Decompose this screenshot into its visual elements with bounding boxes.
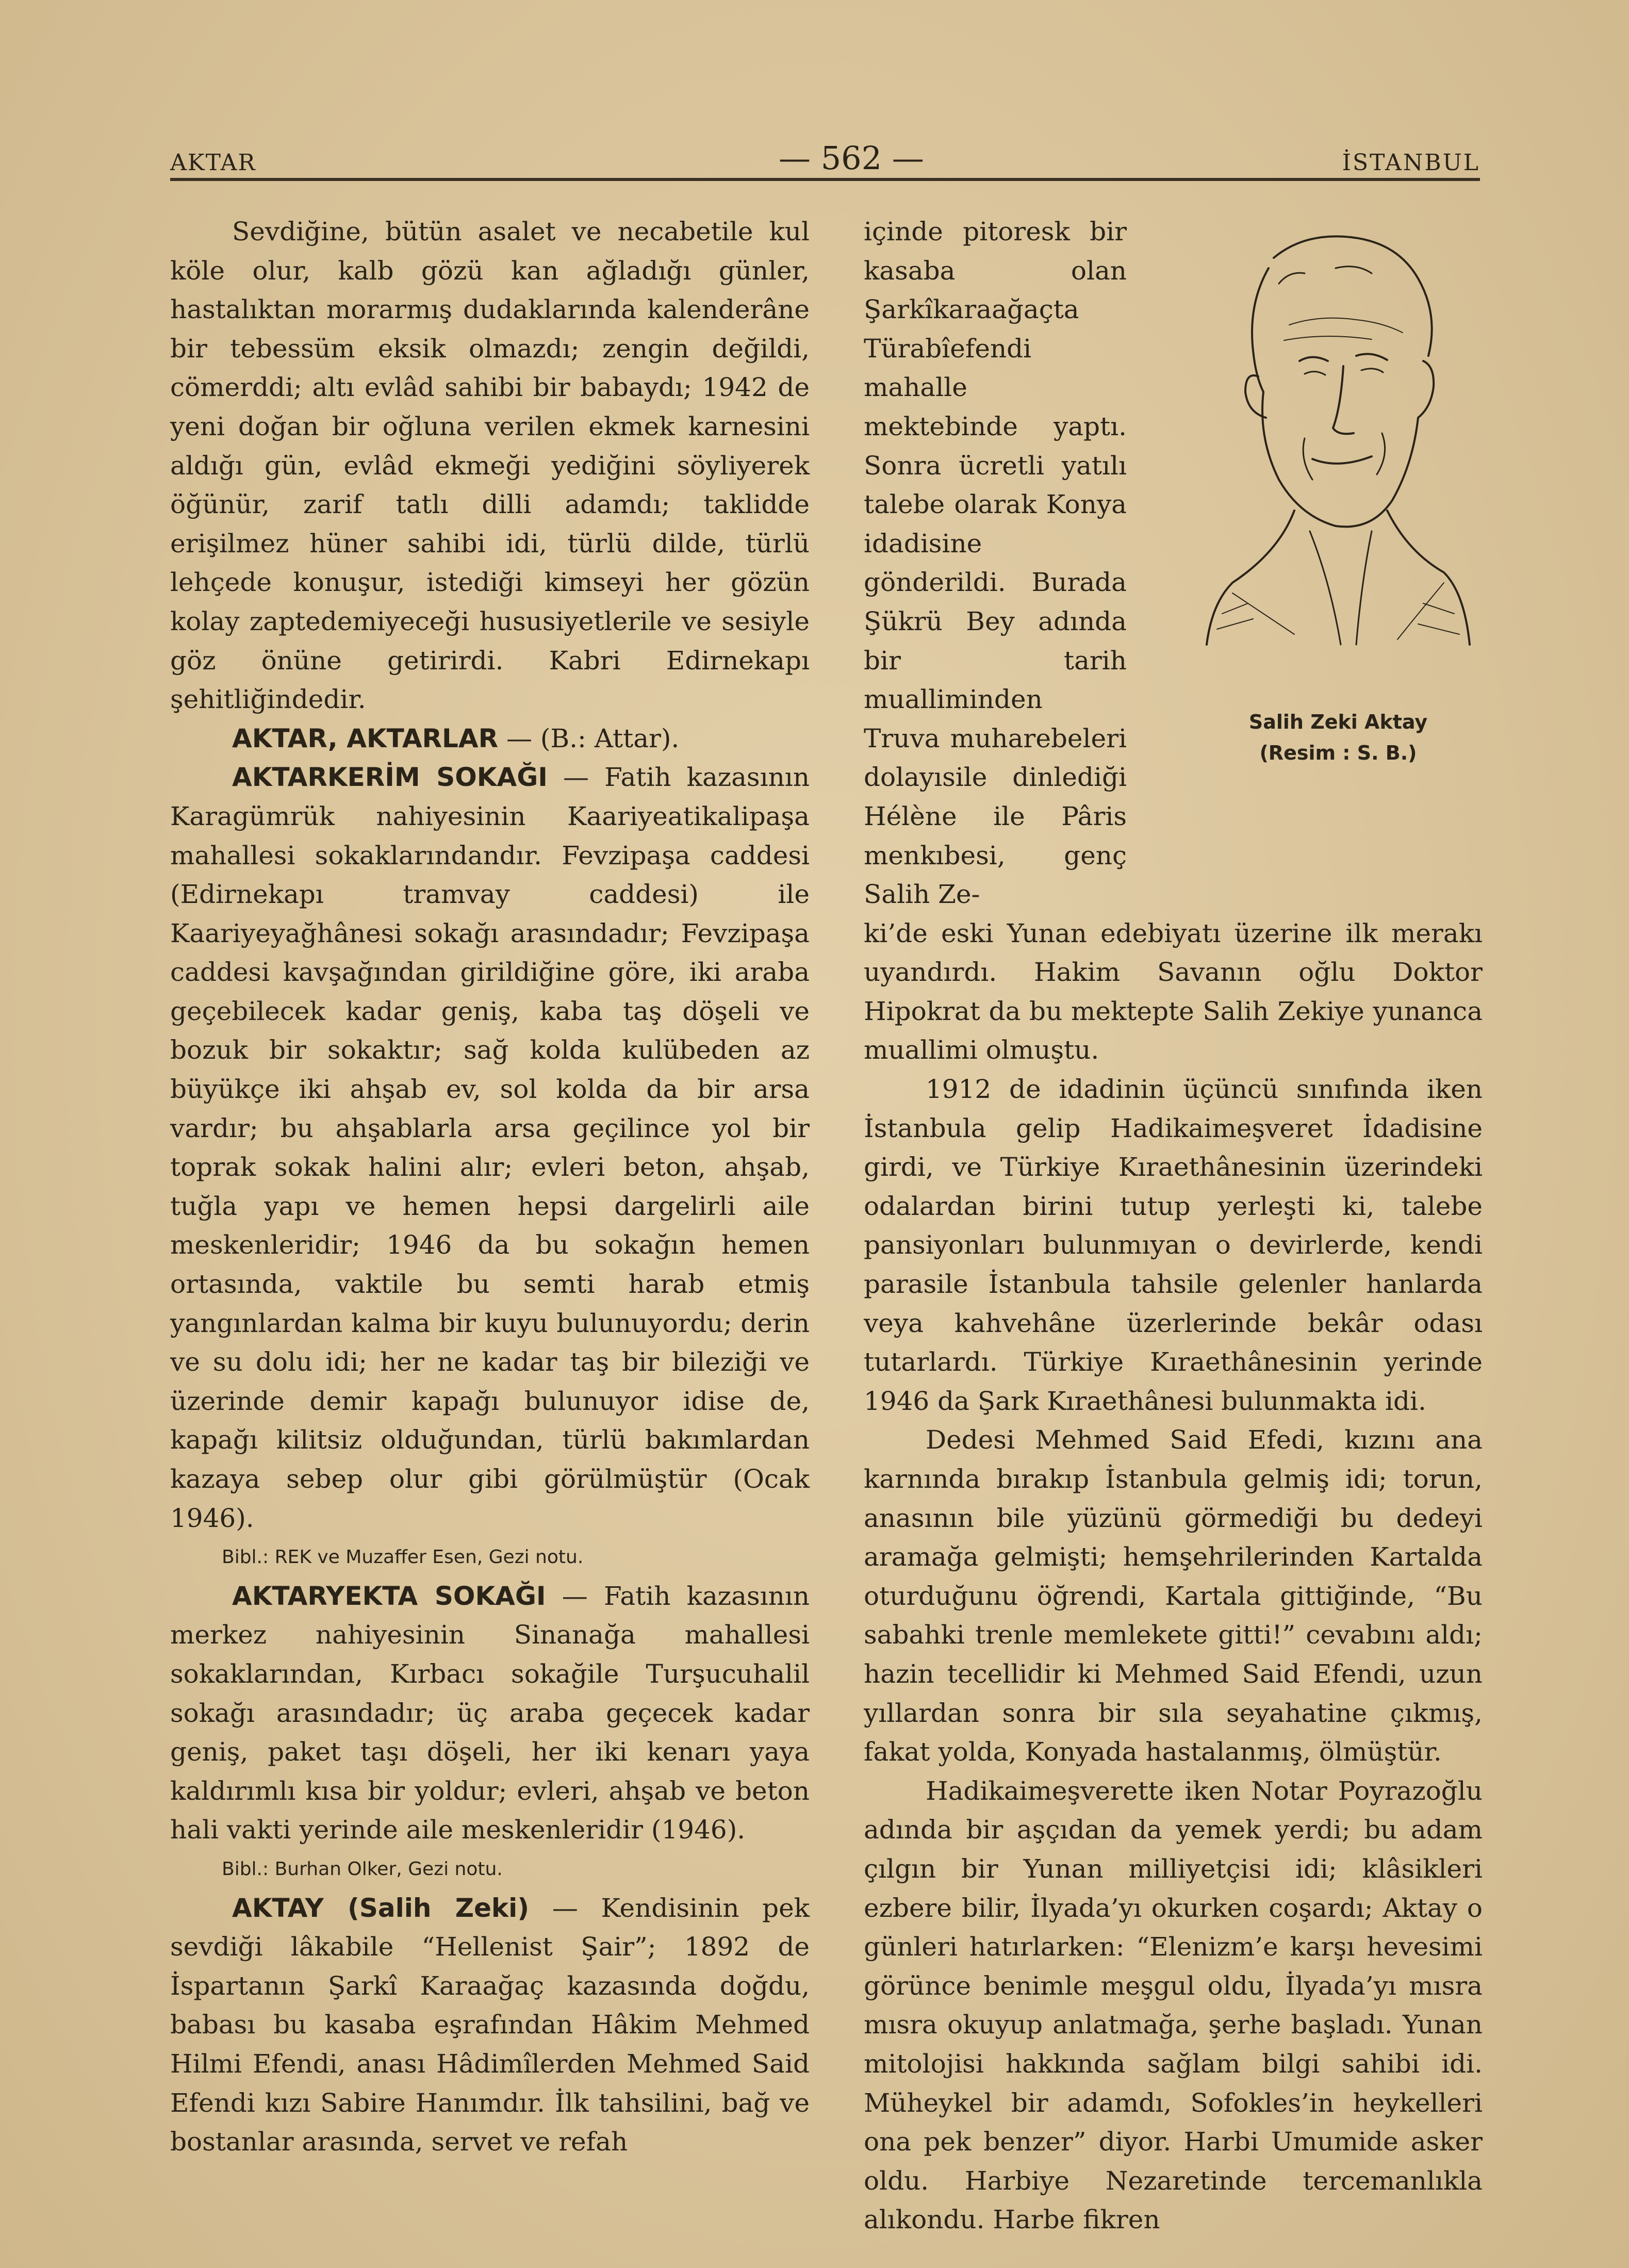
- entry-headword: AKTARYEKTA SOKAĞI: [232, 1581, 546, 1611]
- header-book-title: İSTANBUL: [1342, 150, 1480, 176]
- entry-aktay-salih-zeki: [170, 1889, 810, 2162]
- portrait-sketch: [1202, 222, 1475, 686]
- caption-name: Salih Zeki Aktay: [1248, 711, 1428, 733]
- paragraph: Hadikaimeşverette iken Notar Poyrazoğlu adında bir aşçıdan da yemek yerdi; bu adam çılgın bir Yunan milliyetçisi idi; klâsikleri ezbere bilir, İlyada’yı okurken coşardı; Aktay o günleri hatırlarken: “Elenizm’e karşı hevesimi görünce benimle meşgul oldu, İlyada’yı mısra mısra okuyup anlatmağa, şerhe başladı. Yunan mitolojisi hakkında sağlam bilgi sahibi idi. Müheykel bir adamdı, Sofokles’in heykelleri ona pek benzer” diyor. Harbi Umumide asker oldu. Harbiye Nezaretinde tercemanlıkla alıkondu. Harbe fikren: [864, 1776, 1483, 2235]
- header-rule: [170, 178, 1480, 181]
- left-column: [170, 212, 810, 2162]
- paragraph-continuation: Sevdiğine, bütün asalet ve necabetile kul köle olur, kalb gözü kan ağladığı günler, hastalıktan morarmış dudaklarında kalenderâne bir tebessüm eksik olmazdı; zengin değildi, cömerddi; altı evlâd sahibi bir babaydı; 1942 de yeni doğan bir oğluna verilen ekmek karnesini aldığı gün, evlâd ekmeği yediğini söyliyerek öğünür, zarif tatlı dilli adamdı; taklidde erişilmez hüner sahibi idi, türlü dilde, türlü lehçede konuşur, istediği kimseyi her gözün kolay zaptedemiyeceği hususiyetlerile ve sesiyle göz önüne getirirdi. Kabri Edirnekapı şehitliğindedir.: [170, 217, 810, 715]
- page-header: [170, 129, 1480, 186]
- entry-text: — Fatih kazasının Karagümrük nahiyesinin Kaariyeatikalipaşa mahallesi sokaklarındandır. Fevzipaşa caddesi (Edirnekapı tramvay caddesi) ile Kaariyeyağhânesi sokağı arasındadır; Fevzipaşa caddesi kavşağından girildiğine göre, iki araba geçebilecek kadar geniş, kaba taş döşeli ve bozuk bir sokaktır; sağ kolda kulübeden az büyükçe iki ahşab ev, sol kolda da bir arsa vardır; bu ahşablarla arsa geçilince yol bir toprak sokak halini alır; evleri beton, ahşab, tuğla yapı ve hemen hepsi dargelirli aile meskenleridir; 1946 da bu sokağın hemen ortasında, vaktile bu semti harab etmiş yangınlardan kalma bir kuyu bulunuyordu; derin ve su dolu idi; her ne kadar taş bir bileziği ve üzerinde demir kapağı bulunuyor idise de, kapağı kilitsiz olduğundan, türlü bakımlardan kazaya sebep olur gibi görülmüştür (Ocak 1946).: [170, 762, 810, 1533]
- entry-text: — Kendisinin pek sevdiği lâkabile “Hellenist Şair”; 1892 de İspartanın Şarkî Karaağaç kazasında doğdu, babası bu kasaba eşrafından Hâkim Mehmed Hilmi Efendi, anası Hâdimîlerden Mehmed Said Efendi kızı Sabire Hanımdır. İlk tahsilini, bağ ve bostanlar arasında, servet ve refah: [170, 1893, 810, 2157]
- entry-headword: AKTAY (Salih Zeki): [232, 1893, 530, 1923]
- portrait-caption: [1181, 706, 1495, 768]
- portrait-drawing: [1202, 222, 1475, 686]
- entry-aktar: [170, 719, 810, 759]
- entry-headword: AKTARKERİM SOKAĞI: [232, 762, 548, 793]
- paragraph-beside-portrait: içinde pitoresk bir kasaba olan Şarkîkaraağaçta Türabîefendi mahalle mektebinde yaptı. Sonra ücretli yatılı talebe olarak Konya idadisine gönderildi. Burada Şükrü Bey adında bir tarih mualliminden Truva muharebeleri dolayısile dinlediği Hélène ile Pâris menkıbesi, genç Salih Ze-: [864, 217, 1127, 910]
- entry-text: — (B.: Attar).: [498, 723, 680, 753]
- page-number: — 562 —: [779, 139, 924, 177]
- entry-text: — Fatih kazasının merkez nahiyesinin Sinanağa mahallesi sokaklarından, Kırbacı sokağile Turşucuhalil sokağı arasındadır; üç araba geçecek kadar geniş, paket taşı döşeli, her iki kenarı yaya kaldırımlı kısa bir yoldur; evleri, ahşab ve beton hali vakti yerinde aile meskenleridir (1946).: [170, 1581, 810, 1845]
- paragraph: Dedesi Mehmed Said Efedi, kızını ana karnında bırakıp İstanbula gelmiş idi; torun, anasının bile yüzünü görmediği bu dedeyi aramağa gelmişti; hemşehrilerinden Kartalda oturduğunu öğrendi, Kartala gittiğinde, “Bu sabahki trenle memlekete gitti!” cevabını aldı; hazin tecellidir ki Mehmed Said Efendi, uzun yıllardan sonra bir sıla seyahatine çıkmış, fakat yolda, Konyada hastalanmış, ölmüştür.: [864, 1425, 1483, 1767]
- bibliography-note: Bibl.: Burhan Olker, Gezi notu.: [222, 1858, 503, 1880]
- entry-aktarkerim-sokagi: [170, 758, 810, 1538]
- caption-credit: (Resim : S. B.): [1259, 742, 1417, 764]
- paragraph: 1912 de idadinin üçüncü sınıfında iken İstanbula gelip Hadikaimeşveret İdadisine girdi, ve Türkiye Kıraethânesinin üzerindeki odalardan birini tutup yerleşti ki, talebe pansiyonları bulunmıyan o devirlerde, kendi parasile İstanbula tahsile gelenler hanlarda veya kahvehâne üzerlerinde bekâr odası tutarlardı. Türkiye Kıraethânesinin yerinde 1946 da Şark Kıraethânesi bulunmakta idi.: [864, 1074, 1483, 1416]
- paragraph-continuation: ki’de eski Yunan edebiyatı üzerine ilk merakı uyandırdı. Hakim Savanın oğlu Doktor Hipokrat da bu mektepte Salih Zekiye yunanca muallimi olmuştu.: [864, 918, 1483, 1065]
- bibliography-note: Bibl.: REK ve Muzaffer Esen, Gezi notu.: [222, 1547, 584, 1568]
- header-section-name: AKTAR: [170, 150, 256, 176]
- entry-aktaryekta-sokagi: [170, 1577, 810, 1850]
- entry-headword: AKTAR, AKTARLAR: [232, 723, 499, 753]
